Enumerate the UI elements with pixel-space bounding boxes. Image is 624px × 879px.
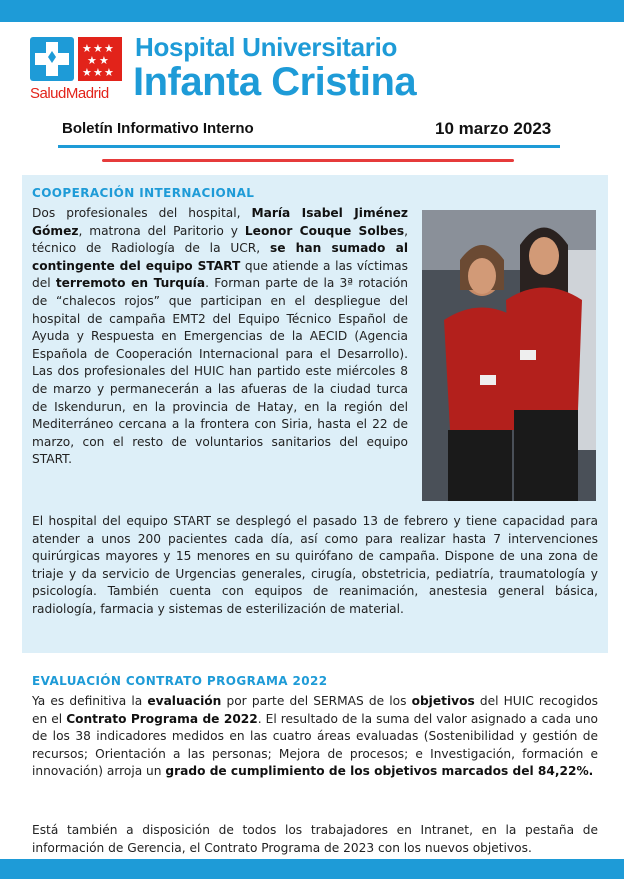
text-run: Dos profesionales del hospital, — [32, 206, 252, 220]
contract-paragraph-2: Está también a disposición de todos los trabajadores en Intranet, en la pestaña de información de Gerencia, el Contrato Programa de 2023 con los nuevos objetivos. — [32, 823, 598, 855]
bold-text: María Isabel Jiménez Gómez — [32, 206, 408, 238]
bold-text: Leonor Couque Solbes — [244, 223, 405, 238]
svg-text:★: ★ — [87, 54, 97, 67]
header-divider-red — [102, 159, 514, 162]
text-run: que atiende a las víctimas del — [32, 258, 408, 291]
section-title-contract: EVALUACIÓN CONTRATO PROGRAMA 2022 — [32, 674, 328, 688]
svg-text:★: ★ — [82, 66, 92, 79]
bold-text: evaluación — [147, 694, 222, 708]
header-divider-blue — [58, 145, 560, 148]
hospital-title-line1: Hospital Universitario — [135, 32, 398, 62]
contract-paragraph-1 — [32, 693, 598, 781]
bulletin-title: Boletín Informativo Interno — [62, 120, 254, 137]
text-run: , técnico de Radiología de la UCR, — [32, 223, 409, 256]
svg-text:★: ★ — [93, 66, 103, 79]
bold-text: se han sumado al contingente del equipo START — [32, 241, 408, 273]
bold-text: grado de cumplimiento de los objetivos marcados del 84,22%. — [165, 764, 594, 779]
text-run: Ya es definitiva la — [32, 694, 148, 708]
volunteers-photo — [422, 210, 596, 501]
top-bar — [0, 0, 624, 22]
section-title-cooperation: COOPERACIÓN INTERNACIONAL — [32, 186, 255, 200]
madrid-stars-flag-icon — [78, 37, 122, 81]
svg-text:★: ★ — [104, 42, 114, 55]
bottom-bar — [0, 859, 624, 879]
text-run: del HUIC recogidos en el — [32, 694, 598, 726]
salud-madrid-text: SaludMadrid — [30, 85, 109, 102]
bold-text: objetivos — [411, 694, 475, 708]
medical-cross-icon — [30, 37, 74, 81]
text-run: . El resultado de la suma del valor asignado a cada uno de los 38 indicadores medidos en las cuatro áreas evaluadas (Sostenibilidad y gestión de recursos; Orientación a las personas; Mejora de procesos; e Investigación, formación e innovación) arroja un — [32, 711, 598, 779]
hospital-title-line2: Infanta Cristina — [133, 60, 417, 104]
svg-text:★: ★ — [99, 54, 109, 67]
bulletin-date: 10 marzo 2023 — [435, 119, 552, 138]
bold-text: terremoto en Turquía — [55, 276, 206, 291]
svg-text:★: ★ — [93, 42, 103, 55]
svg-text:★: ★ — [104, 66, 114, 79]
cooperation-paragraph-2: El hospital del equipo START se desplegó el pasado 13 de febrero y tiene capacidad para atender a unos 200 pacientes cada día, así como para realizar hasta 7 intervenciones quirúrgicas mayores y 15 menores en su quirófano de campaña. Dispone de una zona de triaje y da servicio de Urgencias generales, cirugía, obstetricia, pediatría, traumatología y psicología. También cuenta con equipos de reanimación, anestesia general básica, radiología, farmacia y sistemas de esterilización de material. — [32, 514, 598, 616]
text-run: por parte del SERMAS de los — [221, 694, 412, 708]
svg-text:★: ★ — [82, 42, 92, 55]
cooperation-paragraph-1 — [32, 205, 408, 469]
text-run: , matrona del Paritorio y — [78, 223, 245, 238]
bold-text: Contrato Programa de 2022 — [66, 711, 258, 726]
text-run: . Forman parte de la 3ª rotación de “chalecos rojos” que participan en el despliegue del hospital de campaña EMT2 del Equipo Técnico Español de Ayuda y Respuesta en Emergencias de la AECID (Agencia Española de Cooperación Internacional para el Desarrollo). Las dos profesionales del HUIC han partido este miércoles 8 de marzo y permanecerán a las afueras de la ciudad turca de Iskendurun, en la provincia de Hatay, en la región del Mediterráneo cercana a la frontera con Siria, hasta el 22 de marzo, con el resto de voluntarios sanitarios del equipo START. — [32, 276, 408, 467]
